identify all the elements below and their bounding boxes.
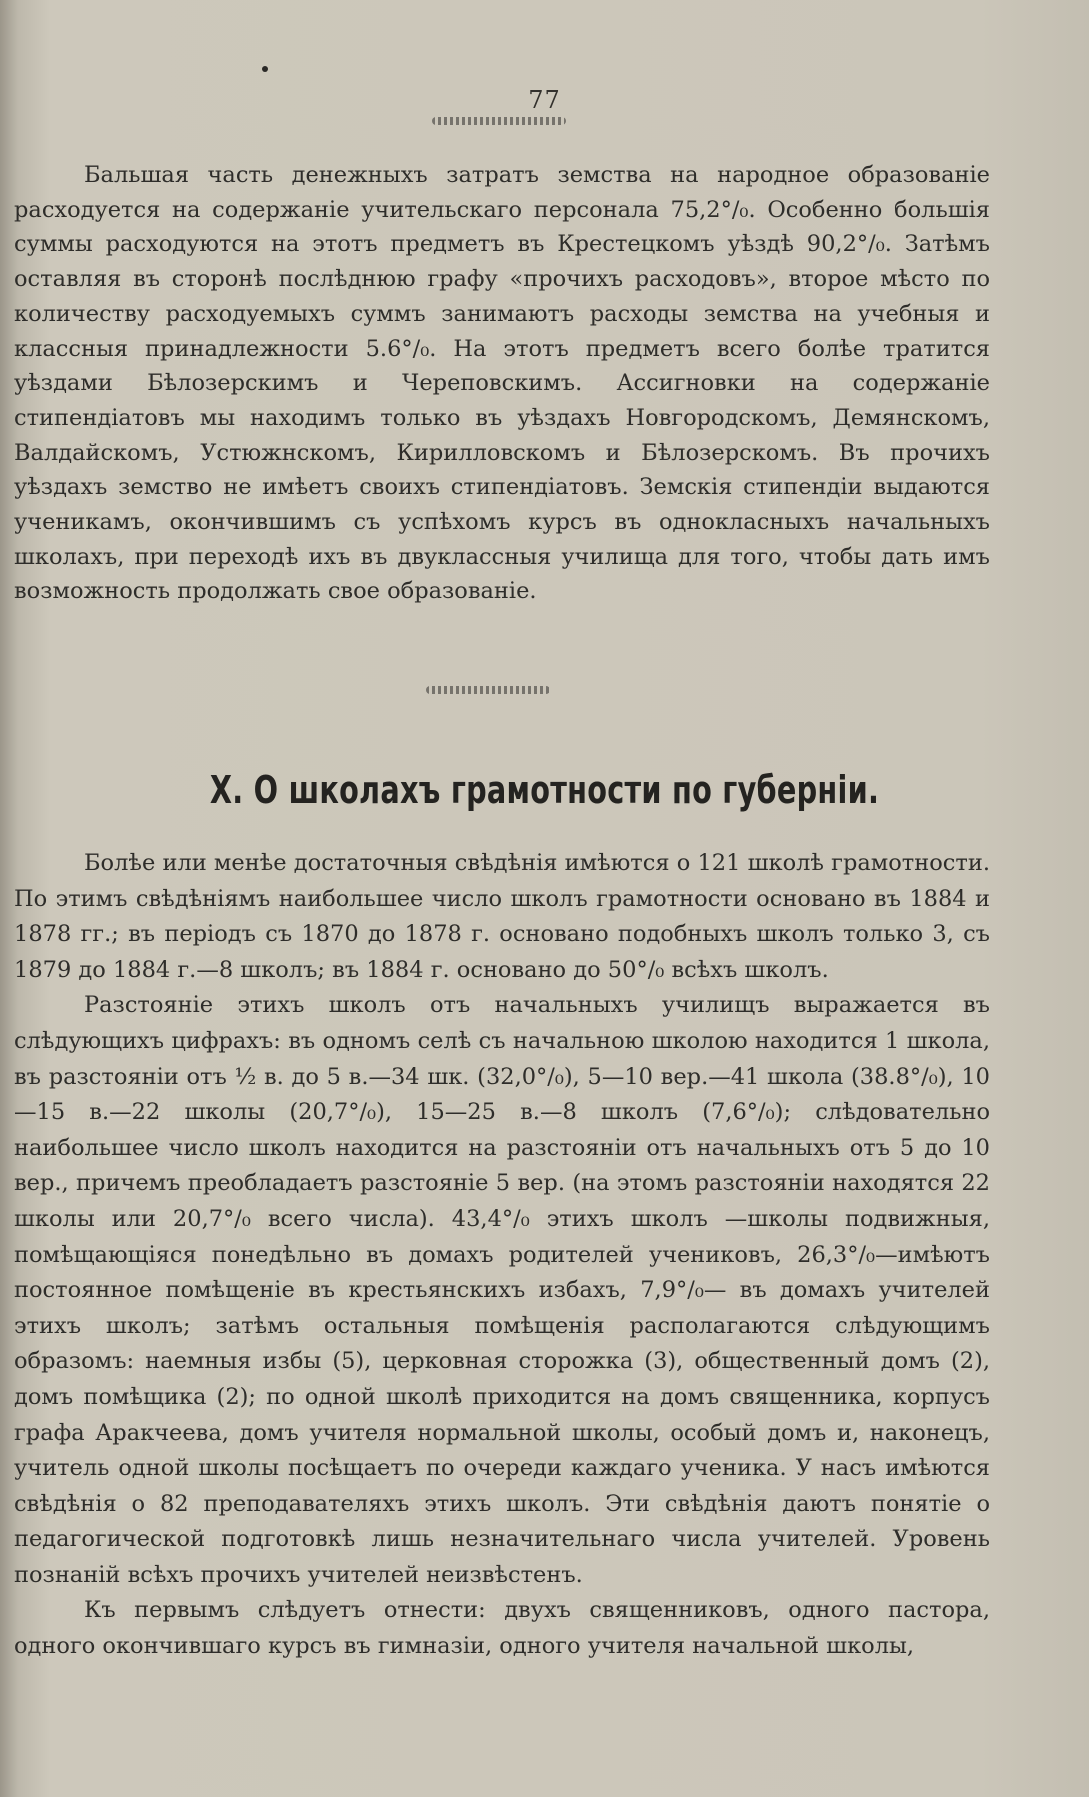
section-divider-ornament (426, 686, 550, 694)
text-block-bottom (14, 846, 990, 1665)
ink-speck (262, 66, 268, 72)
page-number: 77 (528, 86, 561, 114)
section-heading: X. О школахъ грамотности по губерніи. (209, 768, 880, 812)
top-ornament-rule (432, 117, 566, 125)
paragraph: Разстояніе этихъ школъ отъ начальныхъ училищъ выражается въ слѣдующихъ цифрахъ: въ одномъ селѣ съ начальною школою находится 1 школа, въ разстояніи отъ ½ в. до 5 в.—34 шк. (32,0°/₀), 5—10 вер.—41 школа (38.8°/₀), 10—15 в.—22 школы (20,7°/₀), 15—25 в.—8 школъ (7,6°/₀); слѣдовательно наибольшее число школъ находится на разстояніи отъ начальныхъ отъ 5 до 10 вер., причемъ преобладаетъ разстояніе 5 вер. (на этомъ разстояніи находятся 22 школы или 20,7°/₀ всего числа). 43,4°/₀ этихъ школъ —школы подвижныя, помѣщающіяся понедѣльно въ домахъ родителей учениковъ, 26,3°/₀—имѣютъ постоянное помѣщеніе въ крестьянскихъ избахъ, 7,9°/₀— въ домахъ учителей этихъ школъ; затѣмъ остальныя помѣщенія располагаются слѣдующимъ образомъ: наемныя избы (5), церковная сторожка (3), общественный домъ (2), домъ помѣщика (2); по одной школѣ приходится на домъ священника, корпусъ графа Аракчеева, домъ учителя нормальной школы, особый домъ и, наконецъ, учитель одной школы посѣщаетъ по очереди каждаго ученика. У насъ имѣются свѣдѣнія о 82 преподавателяхъ этихъ школъ. Эти свѣдѣнія даютъ понятіе о педагогической подготовкѣ лишь незначительнаго числа учителей. Уровень познаній всѣхъ прочихъ учителей неизвѣстенъ. (14, 992, 990, 1588)
paragraph: Бальшая часть денежныхъ затратъ земства на народное образованіе расходуется на содержаніе учительскаго персонала 75,2°/₀. Особенно большія суммы расходуются на этотъ предметъ въ Крестецкомъ уѣздѣ 90,2°/₀. Затѣмъ оставляя въ сторонѣ послѣднюю графу «прочихъ расходовъ», второе мѣсто по количеству расходуемыхъ суммъ занимаютъ расходы земства на учебныя и классныя принадлежности 5.6°/₀. На этотъ предметъ всего болѣе тратится уѣздами Бѣлозерскимъ и Череповскимъ. Ассигновки на содержаніе стипендіатовъ мы находимъ только въ уѣздахъ Новгородскомъ, Демянскомъ, Валдайскомъ, Устюжнскомъ, Кирилловскомъ и Бѣлозерскомъ. Въ прочихъ уѣздахъ земство не имѣетъ своихъ стипендіатовъ. Земскія стипендіи выдаются ученикамъ, окончившимъ съ успѣхомъ курсъ въ однокласныхъ начальныхъ школахъ, при переходѣ ихъ въ двуклассныя училища для того, чтобы дать имъ возможность продолжать свое образованіе. (14, 162, 990, 605)
paragraph: Къ первымъ слѣдуетъ отнести: двухъ священниковъ, одного пастора, одного окончившаго курсъ въ гимназіи, одного учителя начальной школы, (14, 1597, 990, 1660)
text-block-top (14, 158, 990, 609)
paragraph: Болѣе или менѣе достаточныя свѣдѣнія имѣются о 121 школѣ грамотности. По этимъ свѣдѣніямъ наибольшее число школъ грамотности основано въ 1884 и 1878 гг.; въ періодъ съ 1870 до 1878 г. основано подобныхъ школъ только 3, съ 1879 до 1884 г.—8 школъ; въ 1884 г. основано до 50°/₀ всѣхъ школъ. (14, 850, 990, 983)
